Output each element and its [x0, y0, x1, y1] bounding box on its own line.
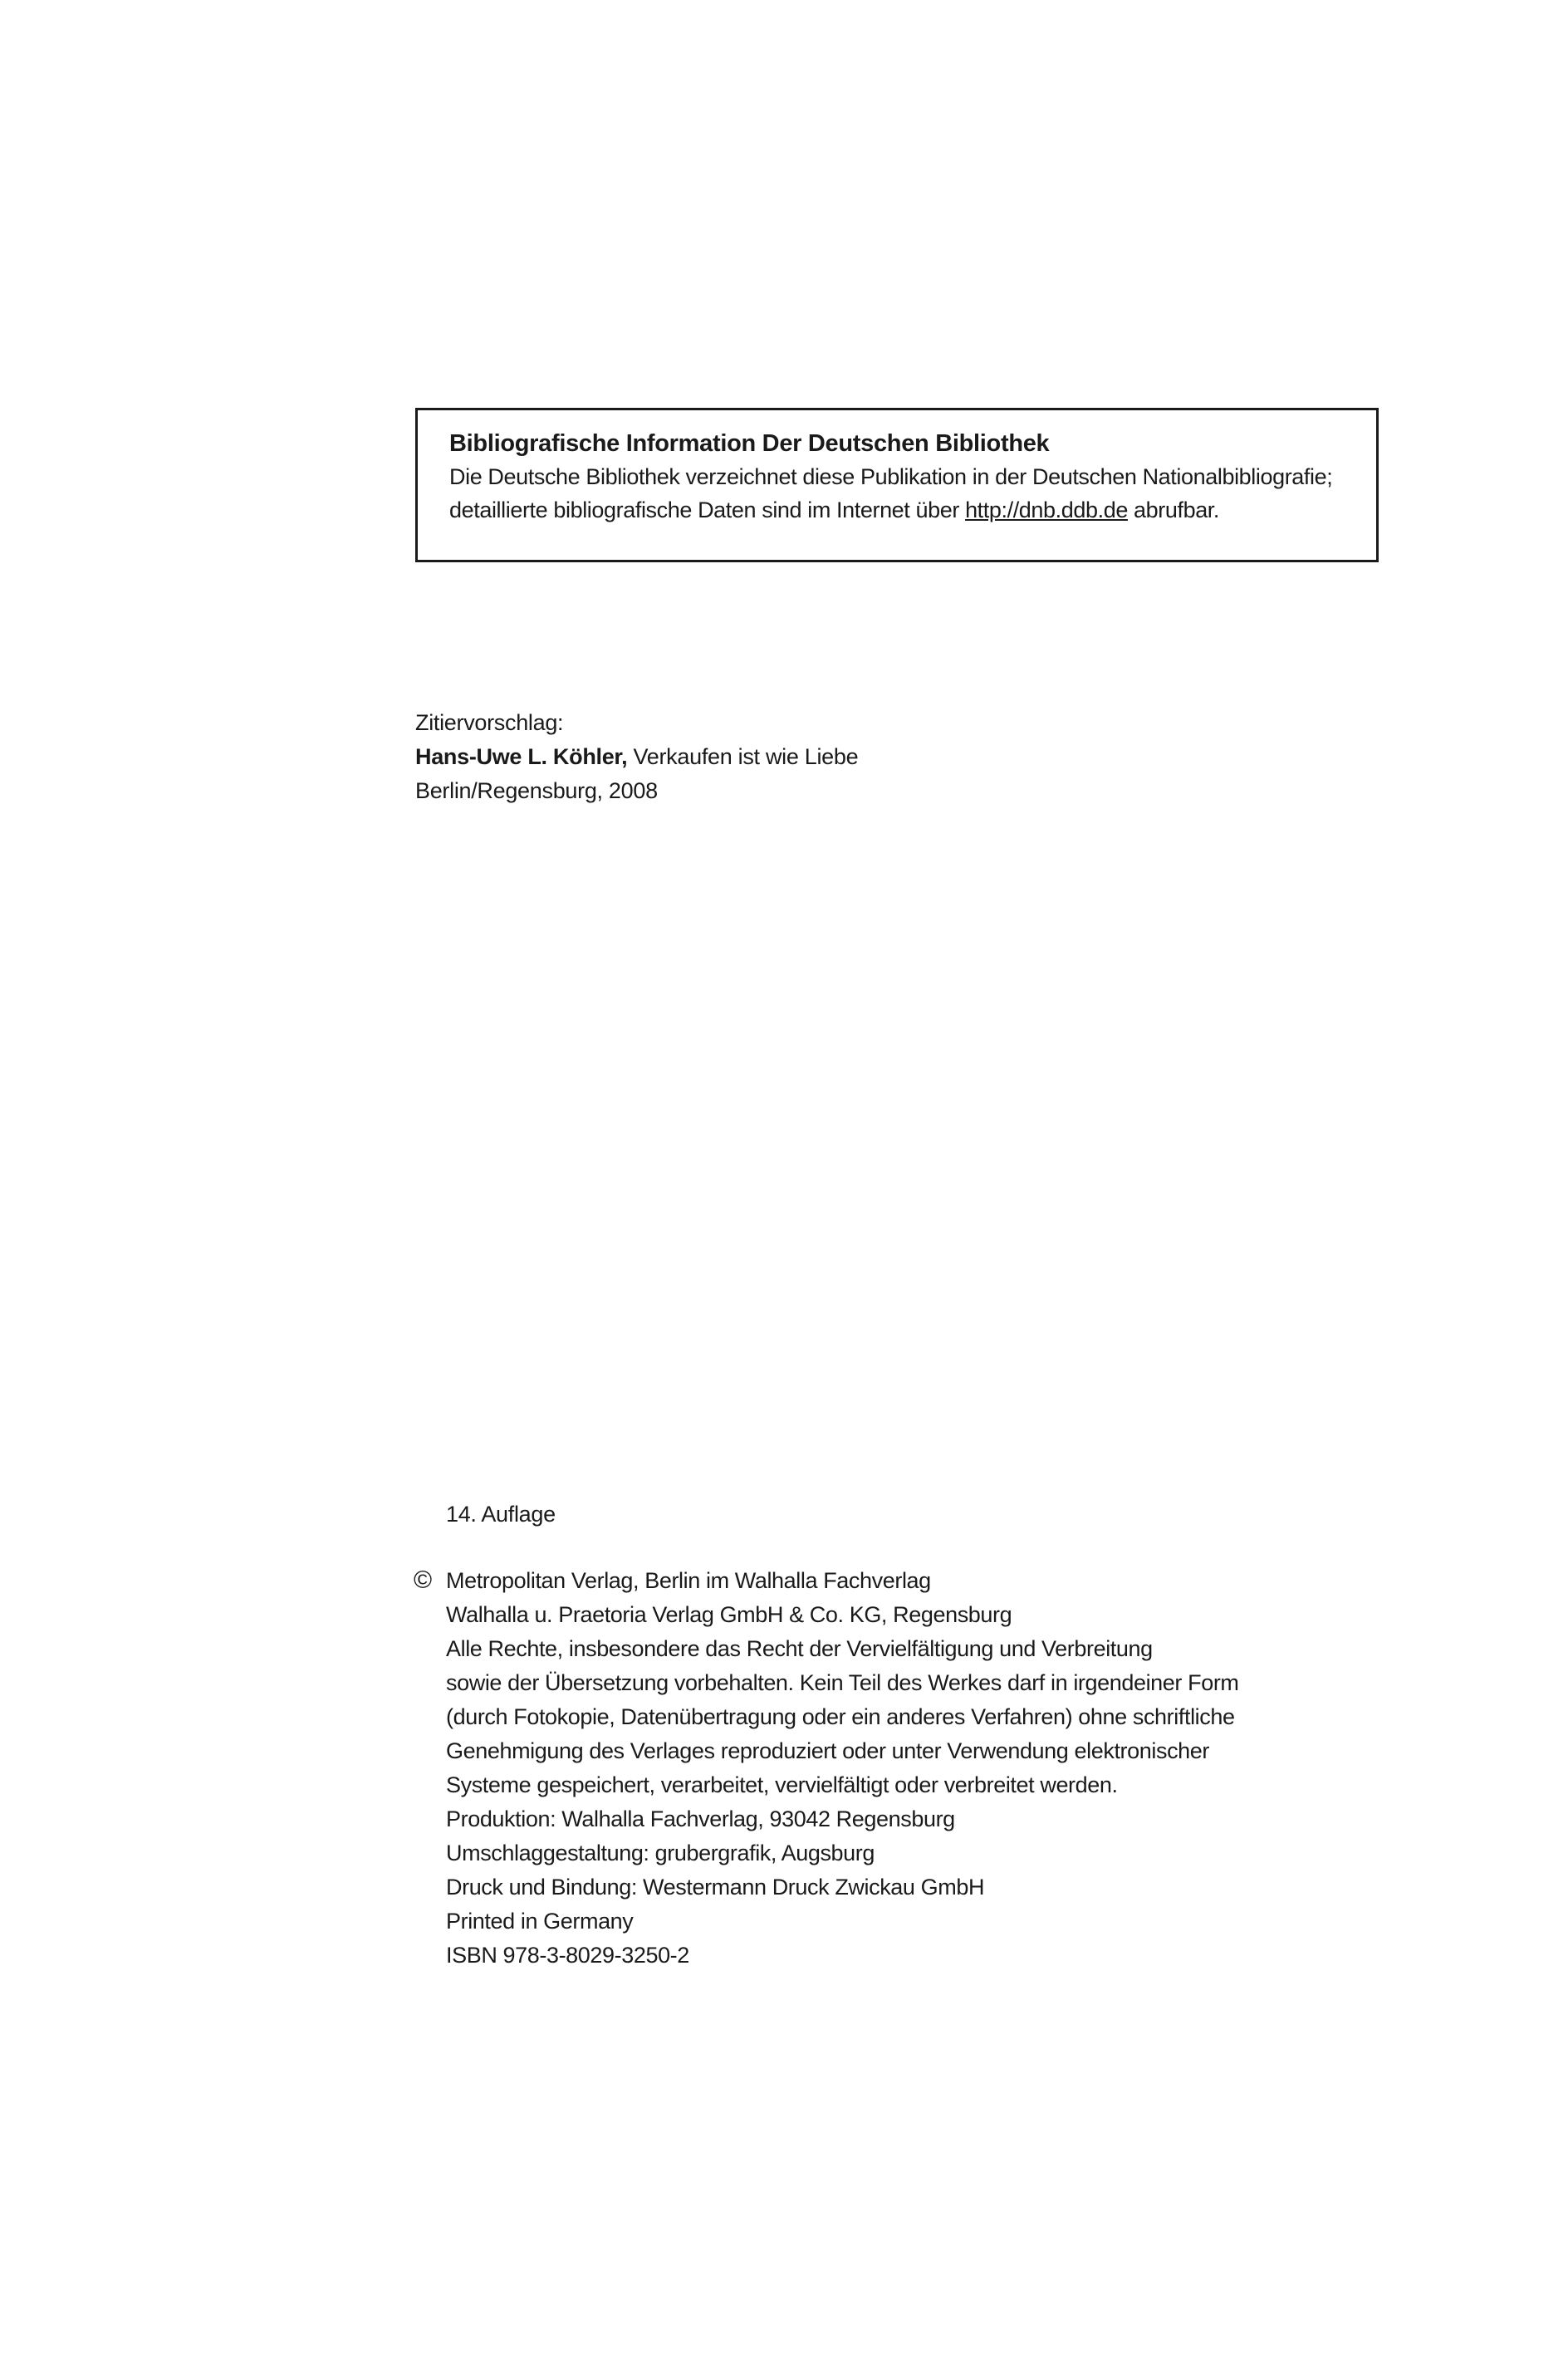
citation-label: Zitiervorschlag: — [415, 710, 564, 735]
bibliographic-info-title: Bibliografische Information Der Deutschen Bibliothek — [449, 430, 1050, 457]
citation-place-year: Berlin/Regensburg, 2008 — [415, 778, 658, 803]
imprint-line: Genehmigung des Verlages reproduziert oder unter Verwendung elektronischer — [446, 1738, 1209, 1763]
imprint-block — [446, 1564, 1239, 1973]
citation-suggestion — [415, 706, 858, 808]
imprint-line: Walhalla u. Praetoria Verlag GmbH & Co. KG, Regensburg — [446, 1602, 1012, 1627]
bibliographic-info-line-2-prefix: detaillierte bibliografische Daten sind im Internet über — [449, 498, 966, 522]
copyright-symbol: © — [414, 1566, 433, 1594]
bibliographic-info-line-1: Die Deutsche Bibliothek verzeichnet diese Publikation in der Deutschen Nationalbibliografie; — [449, 464, 1333, 489]
imprint-line: Printed in Germany — [446, 1909, 634, 1934]
citation-title: Verkaufen ist wie Liebe — [627, 744, 859, 769]
imprint-line: (durch Fotokopie, Datenübertragung oder ein anderes Verfahren) ohne schriftliche — [446, 1704, 1235, 1729]
edition-number: 14. Auflage — [446, 1502, 556, 1527]
bibliographic-info-box — [415, 408, 1379, 562]
imprint-line: Druck und Bindung: Westermann Druck Zwickau GmbH — [446, 1875, 985, 1900]
dnb-link[interactable]: http://dnb.ddb.de — [965, 498, 1128, 522]
citation-author: Hans-Uwe L. Köhler, — [415, 744, 628, 769]
imprint-line: Alle Rechte, insbesondere das Recht der Vervielfältigung und Verbreitung — [446, 1636, 1153, 1661]
imprint-line: Umschlaggestaltung: grubergrafik, Augsburg — [446, 1841, 875, 1865]
citation-author-title — [415, 740, 858, 774]
imprint-line: Metropolitan Verlag, Berlin im Walhalla Fachverlag — [446, 1568, 931, 1593]
bibliographic-info-line-2-suffix: abrufbar. — [1127, 498, 1220, 522]
imprint-line: Produktion: Walhalla Fachverlag, 93042 Regensburg — [446, 1806, 955, 1831]
imprint-line: Systeme gespeichert, verarbeitet, vervielfältigt oder verbreitet werden. — [446, 1772, 1118, 1797]
isbn: ISBN 978-3-8029-3250-2 — [446, 1943, 689, 1968]
bibliographic-info-line-2 — [449, 493, 1345, 527]
imprint-line: sowie der Übersetzung vorbehalten. Kein Teil des Werkes darf in irgendeiner Form — [446, 1670, 1239, 1695]
